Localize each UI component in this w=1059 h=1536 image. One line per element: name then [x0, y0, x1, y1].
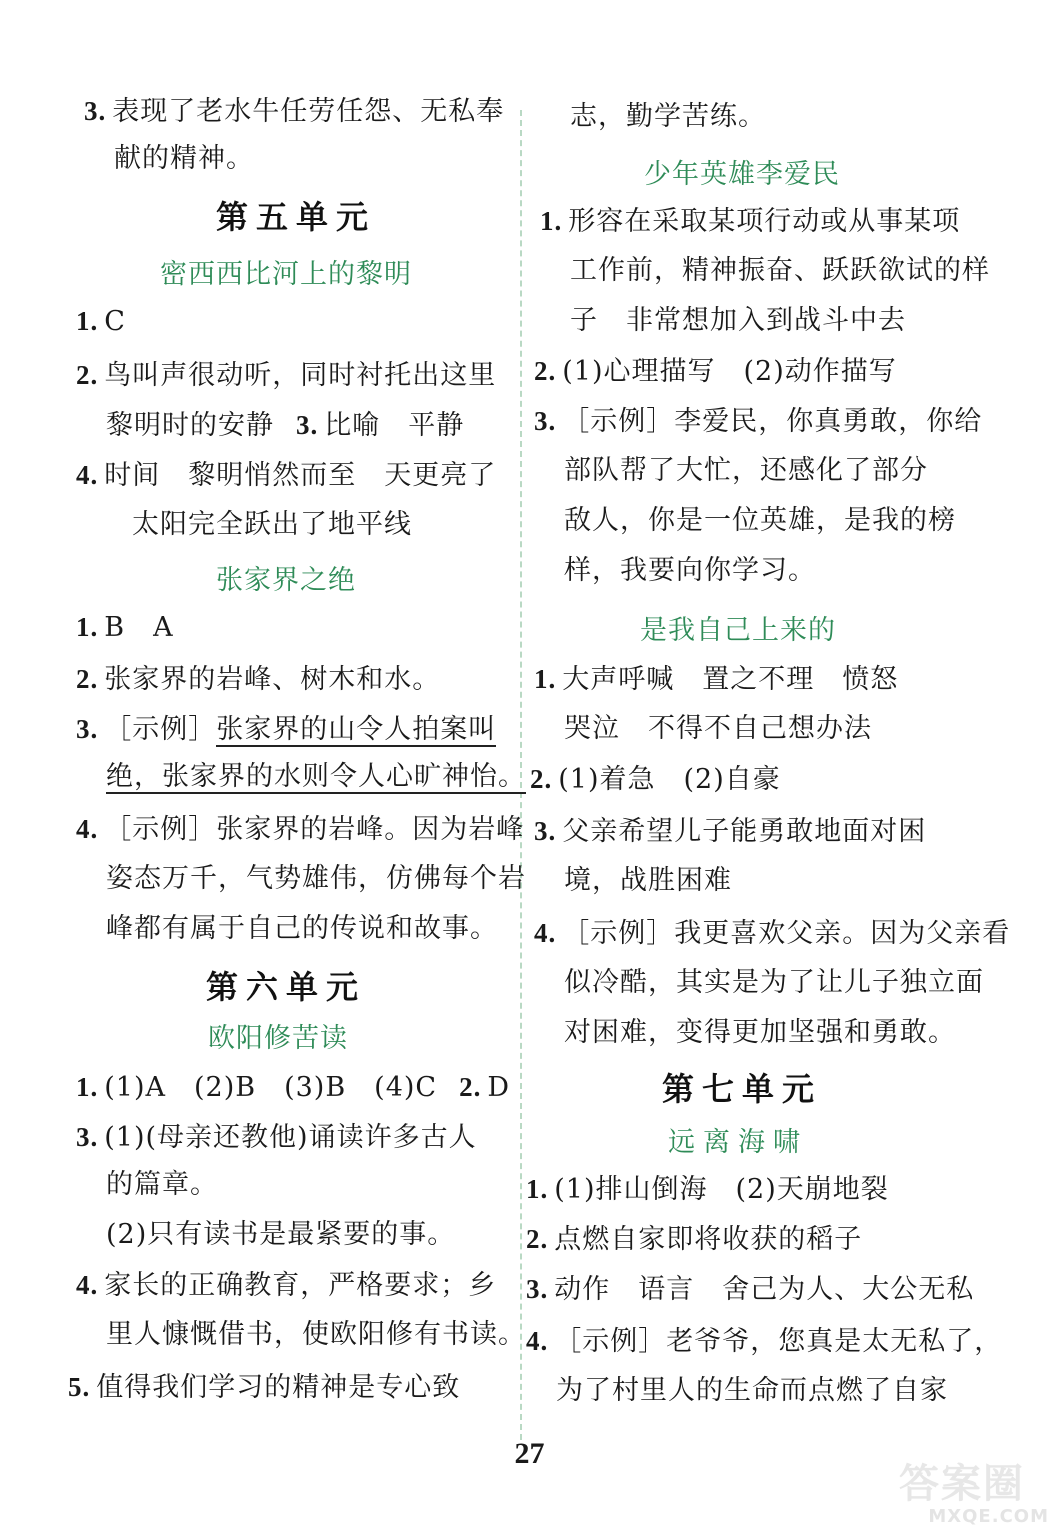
answer-text: 鸟叫声很动听，同时衬托出这里 — [104, 360, 497, 391]
answer-number: 1. — [534, 664, 557, 694]
answer-line — [540, 196, 960, 247]
answer-text: 动作 语言 舍己为人、大公无私 — [554, 1274, 975, 1305]
answer-number: 3. — [526, 1274, 549, 1304]
answer-number: 2. — [534, 356, 557, 386]
answer-number: 4. — [526, 1326, 549, 1356]
answer-number: 4. — [76, 1270, 99, 1300]
lesson-title: 少年英雄李爱民 — [644, 159, 840, 190]
answer-line — [76, 1112, 477, 1163]
answer-text: 敌人，你是一位英雄，是我的榜 — [564, 505, 956, 536]
answer-line — [76, 654, 440, 705]
answer-text: 献的精神。 — [114, 143, 254, 174]
answer-text: 子 非常想加入到战斗中去 — [570, 305, 906, 336]
answer-number: 1. — [76, 612, 99, 642]
answer-line — [526, 1164, 889, 1215]
answer-text: 工作前，精神振奋、跃跃欲试的样 — [570, 255, 990, 286]
answer-text: 太阳完全跃出了地平线 — [132, 509, 412, 540]
answer-text: 家长的正确教育，严格要求；乡 — [104, 1270, 497, 1301]
answer-line — [540, 246, 990, 296]
answer-line — [132, 500, 412, 550]
answer-line — [570, 92, 766, 142]
answer-line — [76, 450, 496, 501]
answer-text: D — [487, 1072, 510, 1103]
answer-text: ［示例］张家界的岩峰。因为岩峰 — [104, 814, 525, 845]
answer-text: 形容在采取某项行动或从事某项 — [568, 206, 961, 237]
answer-text: 大声呼喊 置之不理 愤怒 — [562, 664, 899, 695]
answer-text: 哭泣 不得不自己想办法 — [564, 713, 872, 744]
answer-number: 1. — [540, 206, 563, 236]
answer-text: 点燃自家即将收获的稻子 — [554, 1224, 863, 1255]
answer-line — [84, 86, 504, 137]
answer-line — [534, 446, 928, 496]
answer-line — [76, 1260, 496, 1311]
unit-heading: 第六单元 — [206, 968, 367, 1006]
underlined-answer: 张家界的山令人拍案叫 — [216, 714, 497, 745]
answer-line — [76, 1160, 218, 1210]
answer-number: 4. — [76, 814, 99, 844]
answer-line — [526, 1214, 862, 1265]
answer-text: 黎明时的安静 — [106, 410, 274, 441]
answer-number: 3. — [76, 1122, 99, 1152]
answer-text: 志，勤学苦练。 — [570, 101, 766, 132]
underlined-answer: 绝，张家界的水则令人心旷神怡。 — [106, 761, 526, 792]
answer-text: 峰都有属于自己的传说和故事。 — [106, 913, 498, 944]
answer-line — [526, 1366, 948, 1416]
answer-number: 2. — [76, 360, 99, 390]
answer-line — [76, 400, 464, 451]
answer-text: (1)着急 (2)自豪 — [558, 764, 781, 795]
answer-number: 1. — [76, 306, 99, 336]
answer-text: 时间 黎明悄然而至 天更亮了 — [104, 460, 497, 491]
answer-text: 为了村里人的生命而点燃了自家 — [556, 1375, 948, 1406]
answer-line — [76, 602, 174, 653]
answer-number: 2. — [526, 1224, 549, 1254]
answer-number: 3. — [534, 816, 557, 846]
answer-number: 3. — [76, 714, 99, 744]
answer-line — [76, 296, 126, 347]
page-number: 27 — [514, 1437, 545, 1470]
answer-text: ［示例］我更喜欢父亲。因为父亲看 — [562, 918, 1011, 949]
answer-number: 4. — [76, 460, 99, 490]
answer-line — [76, 854, 526, 904]
answer-line — [76, 704, 496, 755]
lesson-title: 远离海啸 — [668, 1127, 808, 1158]
answer-text: C — [104, 306, 126, 337]
answer-number: 1. — [526, 1174, 549, 1204]
answer-line — [534, 546, 816, 596]
lesson-title: 欧阳修苦读 — [208, 1023, 348, 1054]
answer-line — [534, 654, 898, 705]
answer-text: 样，我要向你学习。 — [564, 555, 816, 586]
answer-line — [534, 396, 982, 447]
answer-line — [534, 704, 872, 754]
answer-text: 父亲希望儿子能勇敢地面对困 — [562, 816, 927, 847]
answer-text: (2)只有读书是最紧要的事。 — [106, 1219, 456, 1250]
answer-line — [76, 1210, 455, 1260]
answer-number: 3. — [534, 406, 557, 436]
answer-number: 4. — [534, 918, 557, 948]
answer-text: (1)心理描写 (2)动作描写 — [562, 356, 897, 387]
answer-text: (1)A (2)B (3)B (4)C — [104, 1072, 438, 1103]
answer-text: 的篇章。 — [106, 1169, 218, 1200]
answer-number: 2. — [530, 764, 553, 794]
answer-line — [534, 346, 897, 397]
answer-line — [534, 856, 732, 906]
answer-line — [68, 1362, 460, 1413]
lesson-title: 张家界之绝 — [216, 565, 356, 596]
answer-line — [530, 754, 781, 805]
lesson-title: 密西西比河上的黎明 — [160, 259, 412, 290]
answer-line — [534, 496, 956, 546]
answer-line — [534, 1008, 956, 1058]
answer-text: 表现了老水牛任劳任怨、无私奉 — [112, 96, 505, 127]
answer-line — [534, 806, 926, 857]
answer-line — [76, 752, 526, 802]
answer-text: 部队帮了大忙，还感化了部分 — [564, 455, 928, 486]
answer-line — [76, 1310, 526, 1360]
answer-line — [534, 958, 984, 1008]
answer-number: 1. — [76, 1072, 99, 1102]
answer-line — [526, 1264, 974, 1315]
answer-text: 张家界的岩峰、树木和水。 — [104, 664, 441, 695]
answer-text: 值得我们学习的精神是专心致 — [96, 1372, 461, 1403]
answer-text: B A — [104, 612, 174, 643]
answer-line — [76, 804, 524, 855]
answer-text: 比喻 平静 — [324, 410, 465, 441]
lesson-title: 是我自己上来的 — [640, 615, 836, 646]
watermark-text: 答案圈 — [899, 1461, 1025, 1507]
answer-number: 2. — [459, 1072, 482, 1102]
answer-text: ［示例］李爱民，你真勇敢，你给 — [562, 406, 983, 437]
answer-text: 似冷酷，其实是为了让儿子独立面 — [564, 967, 984, 998]
answer-text: 对困难，变得更加坚强和勇敢。 — [564, 1017, 956, 1048]
answer-number: 3. — [296, 410, 319, 440]
answer-line — [84, 134, 254, 184]
unit-heading: 第七单元 — [662, 1070, 823, 1108]
answer-number: 2. — [76, 664, 99, 694]
answer-line — [76, 904, 498, 954]
watermark-url: MXQE.COM — [928, 1506, 1049, 1527]
answer-text: ［示例］ — [104, 714, 217, 745]
answer-text: 境，战胜困难 — [564, 865, 732, 896]
answer-line — [526, 1316, 1002, 1367]
answer-line — [540, 296, 906, 346]
answer-text: (1)排山倒海 (2)天崩地裂 — [554, 1174, 889, 1205]
answer-number: 3. — [84, 96, 107, 126]
watermark-logo — [899, 1462, 1049, 1530]
answer-line — [76, 1062, 510, 1113]
unit-heading: 第五单元 — [216, 198, 377, 236]
answer-line — [534, 908, 1010, 959]
answer-text: 里人慷慨借书，使欧阳修有书读。 — [106, 1319, 526, 1350]
answer-number: 5. — [68, 1372, 91, 1402]
answer-line — [76, 350, 496, 401]
answer-text: ［示例］老爷爷，您真是太无私了， — [554, 1326, 1003, 1357]
answer-text: 姿态万千，气势雄伟，仿佛每个岩 — [106, 863, 526, 894]
answer-text: (1)(母亲还教他)诵读许多古人 — [104, 1122, 477, 1153]
